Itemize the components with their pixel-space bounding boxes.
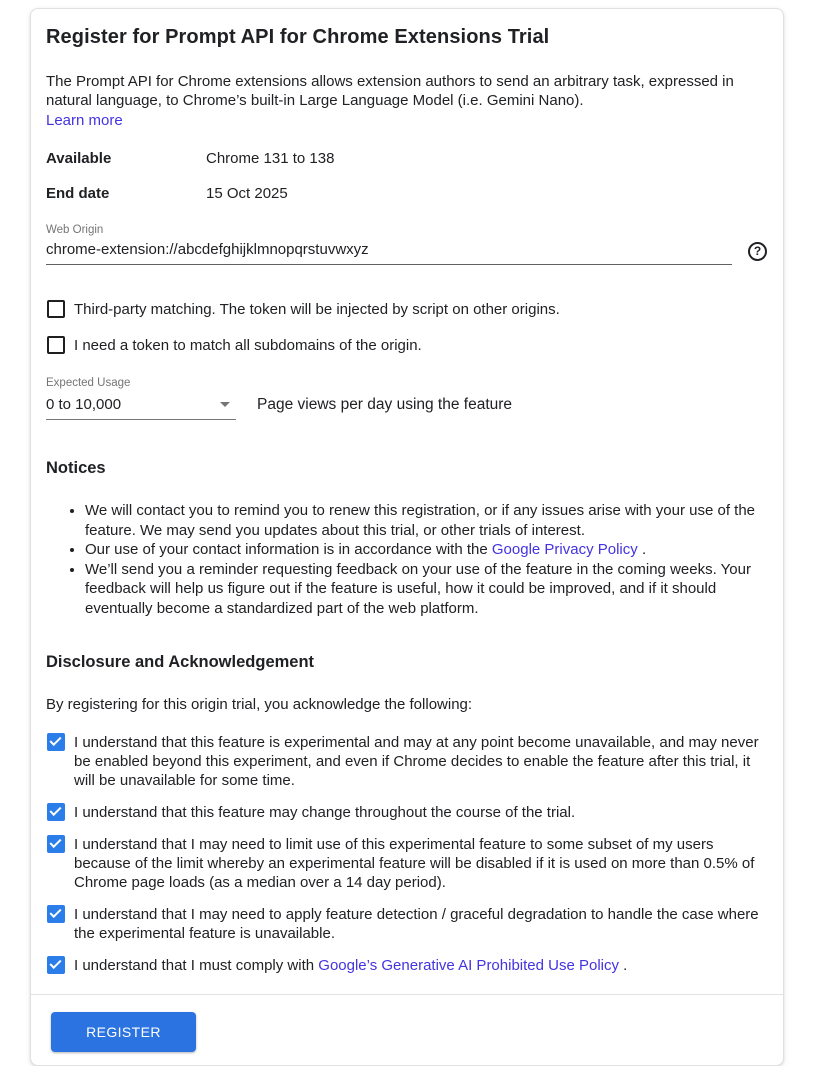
- card-footer: [31, 994, 783, 1065]
- ack-checkbox-icon[interactable]: [47, 803, 65, 821]
- help-icon[interactable]: ?: [748, 242, 767, 261]
- expected-usage-select[interactable]: [46, 394, 236, 420]
- ack-item-feature-detection[interactable]: I understand that I may need to apply feature detection / graceful degradation to handle the case where the experimental feature is unavailable.: [46, 905, 767, 943]
- subdomain-matching-option[interactable]: [46, 336, 767, 355]
- notice-item: • We’ll send you a reminder requesting feedback on your use of the feature in the coming weeks. Your feedback will help us figure out if the feature is useful, how it could be improved, and if it should eventually become a standardized part of the web platform.: [85, 560, 767, 619]
- expected-usage-value: 0 to 10,000: [46, 396, 122, 413]
- registration-card: [30, 8, 784, 1066]
- usage-description: Page views per day using the feature: [257, 396, 513, 413]
- end-date-row: [46, 184, 767, 203]
- disclosure-intro: By registering for this origin trial, you acknowledge the following:: [46, 696, 473, 713]
- expected-usage-label: Expected Usage: [46, 377, 131, 389]
- learn-more-link[interactable]: Learn more: [46, 112, 123, 129]
- available-value: Chrome 131 to 138: [206, 150, 335, 167]
- register-button[interactable]: REGISTER: [51, 1012, 196, 1052]
- ack-checkbox-icon[interactable]: [47, 733, 65, 751]
- ack-item-prohibited-use[interactable]: I understand that I must comply with Google’s Generative AI Prohibited Use Policy .: [46, 956, 767, 975]
- trial-description: The Prompt API for Chrome extensions allows extension authors to send an arbitrary task, expressed in natural language, to Chrome’s built-in Large Language Model (i.e. Gemini Nano).: [46, 73, 734, 109]
- ack-checkbox-icon[interactable]: [47, 905, 65, 923]
- ack-item-may-change[interactable]: I understand that this feature may change throughout the course of the trial.: [46, 803, 767, 822]
- web-origin-label: Web Origin: [46, 224, 104, 236]
- subdomain-matching-checkbox-icon[interactable]: [47, 336, 65, 354]
- third-party-matching-checkbox-icon[interactable]: [47, 300, 65, 318]
- privacy-policy-link[interactable]: Google Privacy Policy: [491, 541, 638, 558]
- notice-item: • Our use of your contact information is in accordance with the Google Privacy Policy .: [85, 540, 767, 560]
- ack-item-experimental[interactable]: I understand that this feature is experimental and may at any point become unavailable, and may never be enabled beyond this experiment, and even if Chrome decides to enable the feature after this trial, it will be unavailable for some time.: [46, 733, 767, 790]
- end-date-value: 15 Oct 2025: [206, 185, 288, 202]
- end-date-label: End date: [46, 185, 110, 202]
- page-title: Register for Prompt API for Chrome Extensions Trial: [46, 26, 550, 48]
- available-row: [46, 149, 767, 168]
- subdomain-matching-label: I need a token to match all subdomains of the origin.: [74, 337, 422, 354]
- third-party-matching-option[interactable]: [46, 300, 767, 319]
- notices-list: [46, 501, 767, 618]
- chevron-down-icon: [220, 402, 230, 407]
- notice-item: • We will contact you to remind you to renew this registration, or if any issues arise with your use of the feature. We may send you updates about this trial, or other trials of interest.: [85, 501, 767, 540]
- ack-checkbox-icon[interactable]: [47, 956, 65, 974]
- expected-usage-block: [46, 377, 767, 420]
- third-party-matching-label: Third-party matching. The token will be injected by script on other origins.: [74, 301, 560, 318]
- web-origin-field: [46, 224, 767, 265]
- web-origin-input[interactable]: [46, 241, 732, 265]
- ack-item-usage-limit[interactable]: I understand that I may need to limit use of this experimental feature to some subset of my users because of the limit whereby an experimental feature will be disabled if it is used on more than 0.5% of Chrome page loads (as a median over a 14 day period).: [46, 835, 767, 892]
- prohibited-use-policy-link[interactable]: Google’s Generative AI Prohibited Use Policy: [318, 957, 619, 974]
- ack-checkbox-icon[interactable]: [47, 835, 65, 853]
- notices-heading: Notices: [46, 459, 106, 477]
- available-label: Available: [46, 150, 112, 167]
- disclosure-heading: Disclosure and Acknowledgement: [46, 653, 315, 671]
